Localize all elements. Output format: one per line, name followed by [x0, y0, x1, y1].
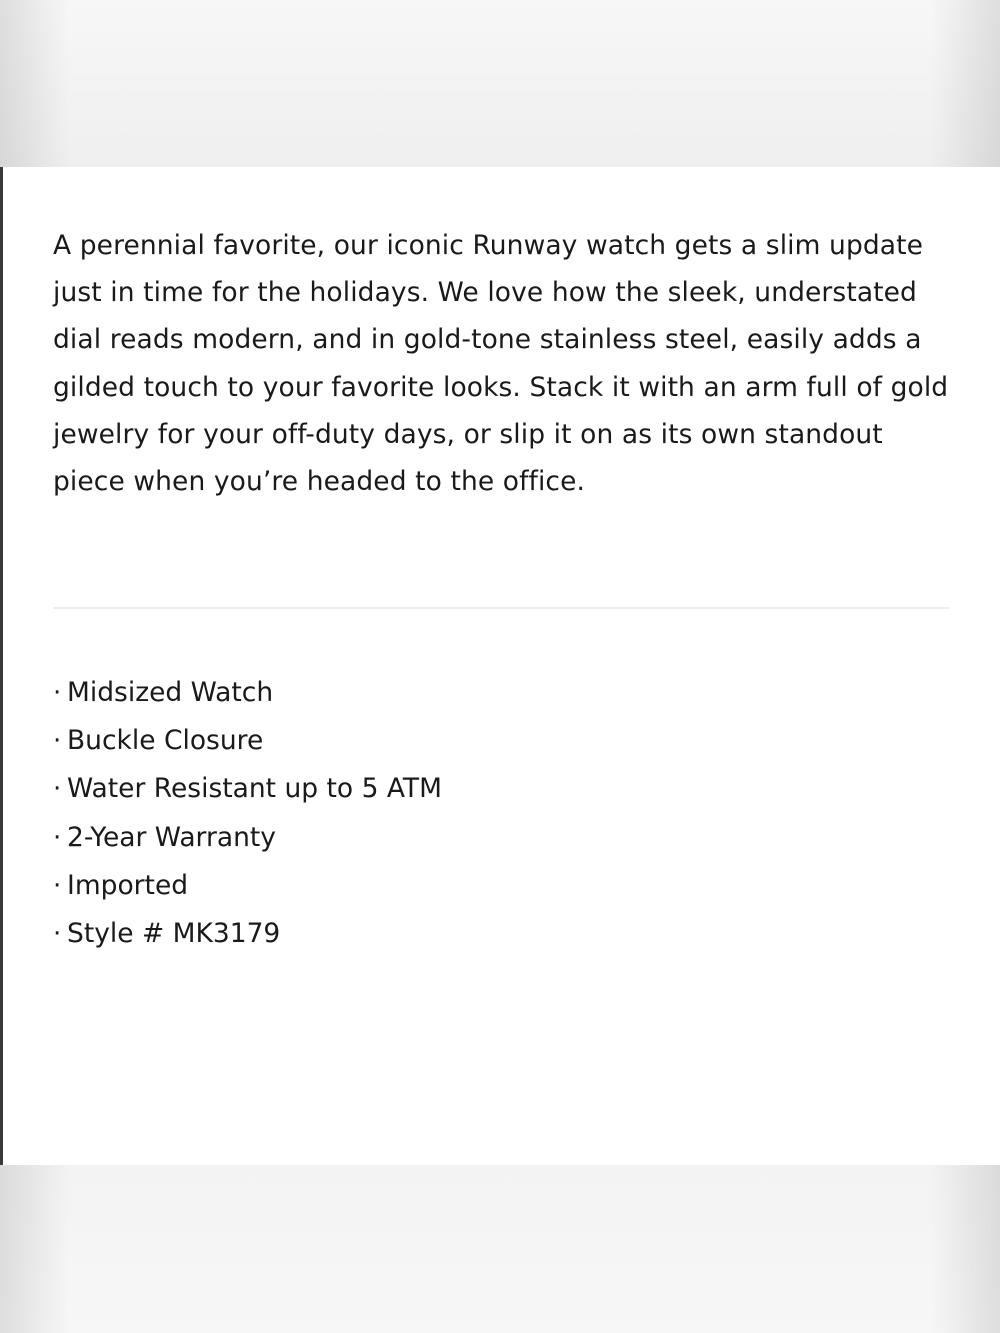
feature-item [53, 910, 442, 958]
feature-item [53, 669, 442, 717]
feature-text: Midsized Watch [67, 677, 274, 708]
bullet-icon: · [53, 919, 62, 950]
bullet-icon: · [53, 726, 62, 757]
bullet-icon: · [53, 870, 62, 901]
section-divider [53, 607, 949, 609]
bullet-icon: · [53, 678, 62, 708]
product-details-panel [0, 167, 1000, 1165]
feature-item [53, 862, 442, 910]
feature-item [53, 717, 442, 765]
feature-text: Style # MK3179 [67, 918, 281, 950]
bullet-icon: · [53, 774, 62, 805]
feature-text: Water Resistant up to 5 ATM [67, 773, 442, 805]
product-description: A perennial favorite, our iconic Runway watch gets a slim update just in time for the holidays. We love how the sleek, understated dial reads modern, and in gold-tone stainless steel, easily adds a gilded touch to your favorite looks. Stack it with an arm full of gold jewelry for your off-duty days, or slip it on as its own standout piece when you’re headed to the office. [53, 230, 949, 498]
top-background [0, 0, 1000, 167]
bullet-icon: · [53, 822, 62, 853]
feature-item [53, 814, 442, 862]
feature-text: 2-Year Warranty [67, 821, 276, 853]
bottom-background [0, 1165, 1000, 1333]
feature-text: Buckle Closure [67, 725, 264, 757]
feature-item [53, 765, 442, 813]
feature-list [53, 669, 442, 958]
feature-text: Imported [67, 869, 189, 901]
